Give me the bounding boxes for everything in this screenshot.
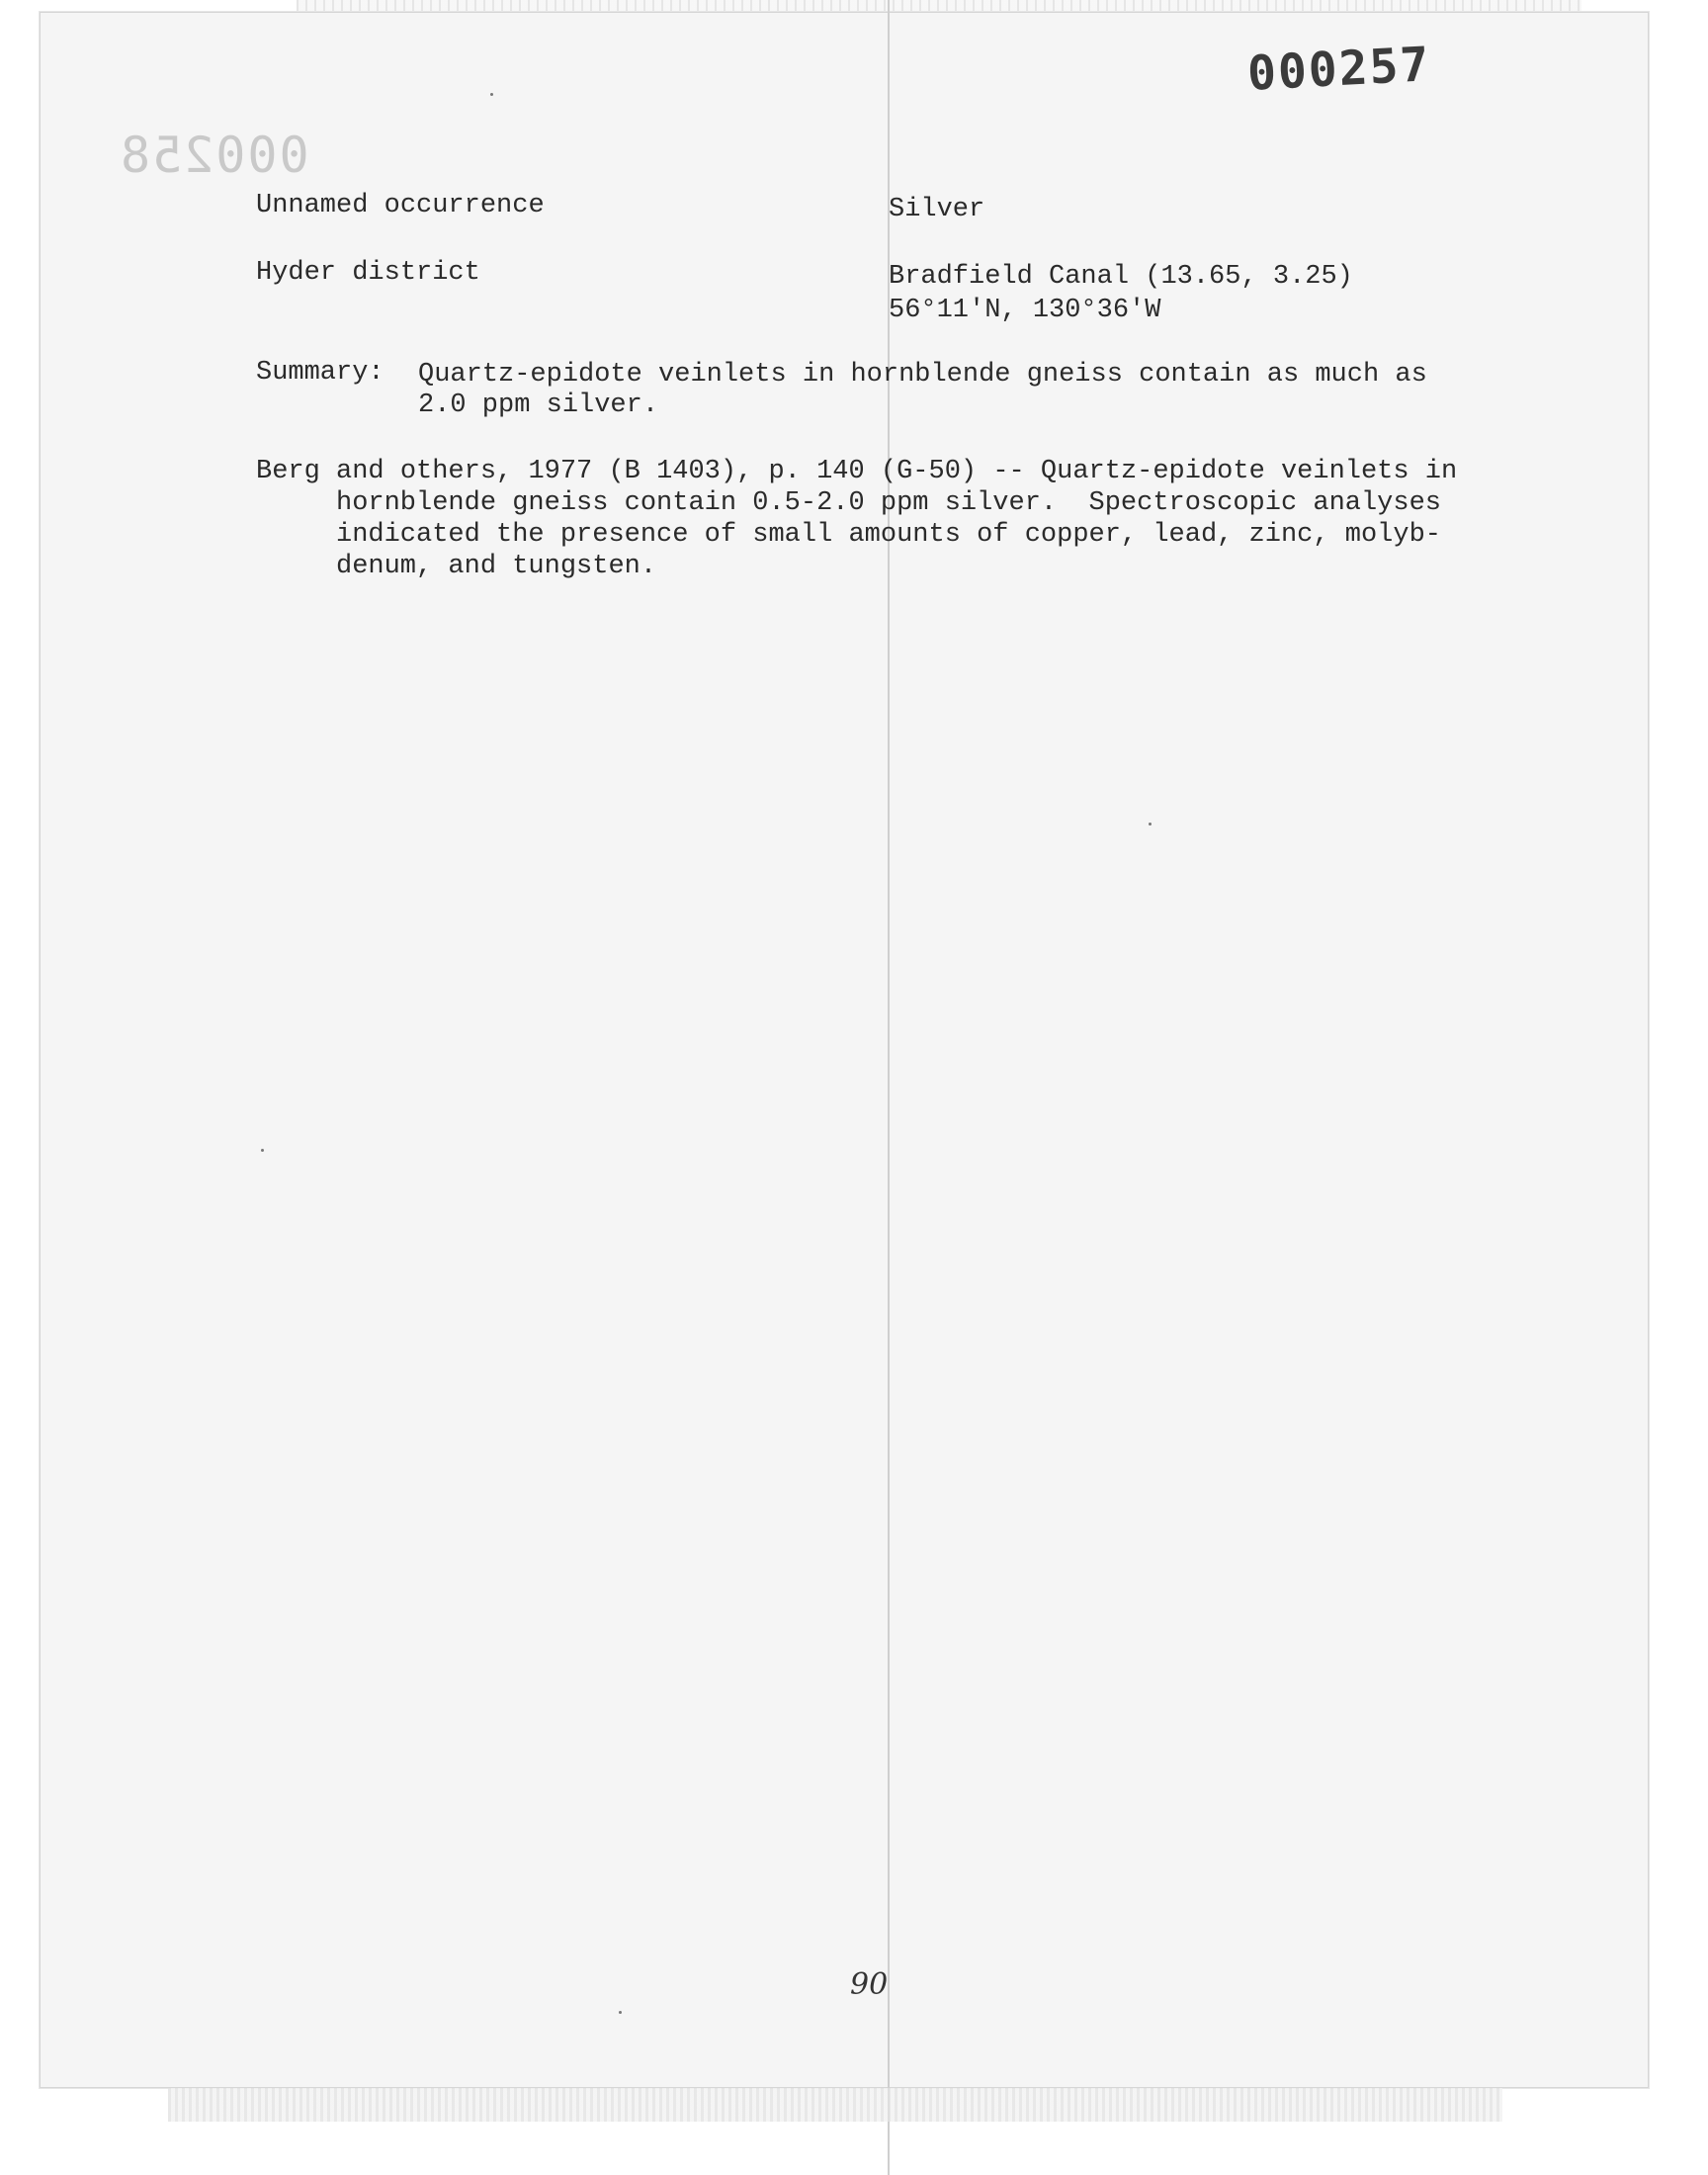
scan-speck [261, 1149, 264, 1152]
commodity: Silver [889, 195, 985, 224]
reference-line-3: indicated the presence of small amounts of copper, lead, zinc, molyb- [336, 520, 1441, 550]
scan-speck [1149, 823, 1152, 826]
scan-artifact-top [297, 0, 1581, 12]
scan-speck [490, 93, 493, 96]
coordinates: 56°11'N, 130°36'W [889, 296, 1161, 325]
scan-artifact-bottom [168, 2088, 1502, 2122]
quadrangle: Bradfield Canal (13.65, 3.25) [889, 262, 1353, 292]
reference-line-4: denum, and tungsten. [336, 552, 657, 581]
ghost-stamp-number: 000258 [119, 127, 309, 184]
summary-line-1: Quartz-epidote veinlets in hornblende gneiss contain as much as [418, 360, 1427, 390]
reference-line-2: hornblende gneiss contain 0.5-2.0 ppm silver. Spectroscopic analyses [336, 488, 1441, 518]
scan-speck [619, 2011, 622, 2014]
occurrence-name: Unnamed occurrence [256, 191, 545, 220]
reference-line-1: Berg and others, 1977 (B 1403), p. 140 (G-50) -- Quartz-epidote veinlets in [256, 457, 1458, 486]
summary-line-2: 2.0 ppm silver. [418, 391, 659, 420]
summary-label: Summary: [256, 358, 384, 388]
document-stamp-number: 000257 [1245, 37, 1432, 102]
page-number: 90 [850, 1967, 889, 2002]
document-page [40, 12, 1649, 2088]
district: Hyder district [256, 258, 480, 288]
page-fold-line [888, 0, 890, 2175]
